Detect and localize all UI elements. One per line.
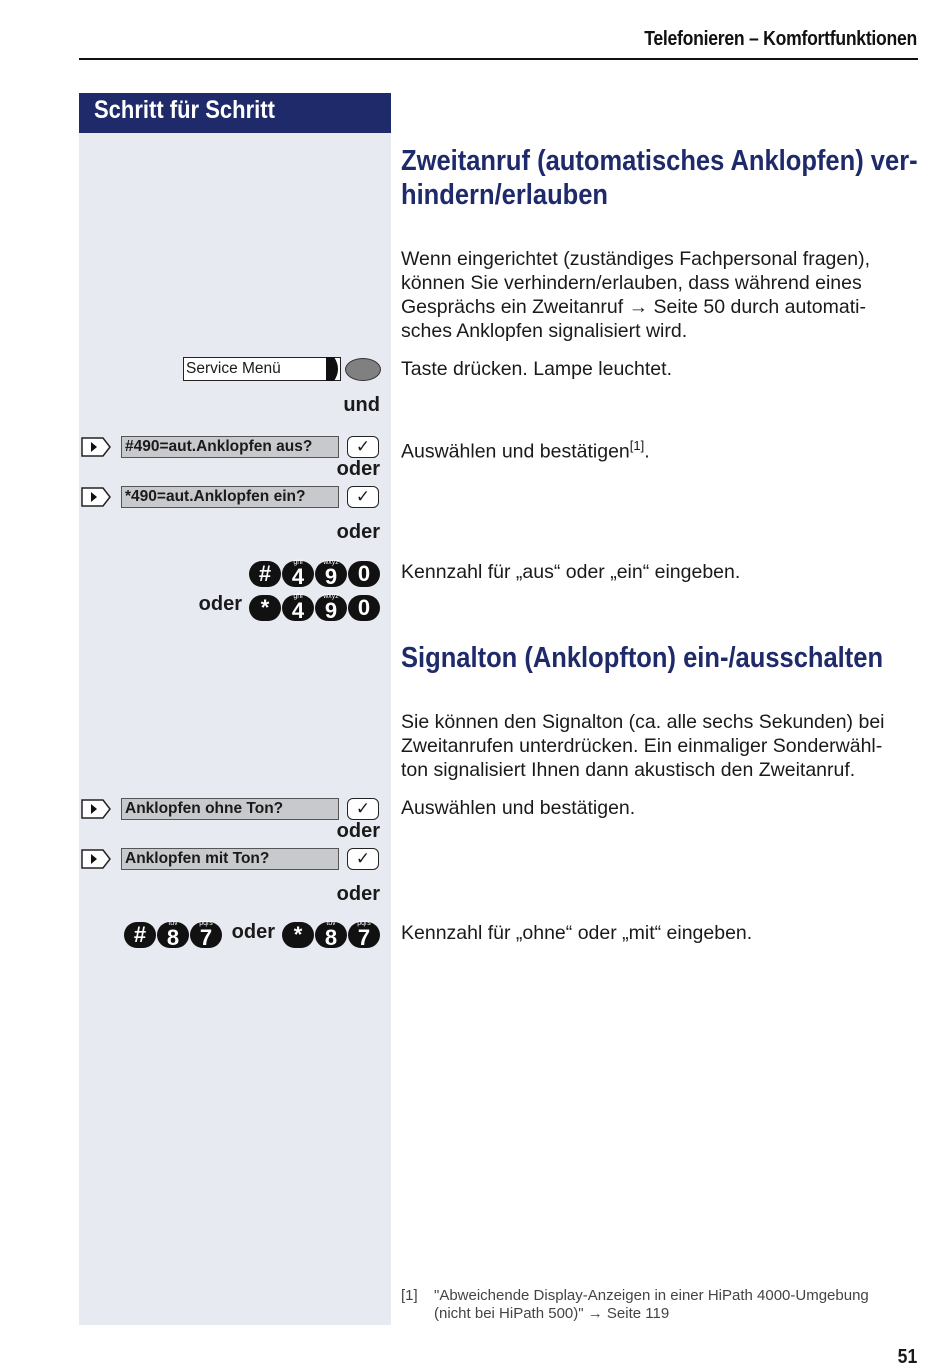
display-option-aus[interactable]: #490=aut.Anklopfen aus? <box>121 436 339 458</box>
sidebar-title: Schritt für Schritt <box>94 96 275 124</box>
scroll-arrow-icon[interactable] <box>81 799 111 819</box>
section1-intro: Wenn eingerichtet (zuständiges Fachpersonal fragen), können Sie verhindern/erlauben, dass während eines Gesprächs ein Zweitanruf → Seite 50 durch automati- sches Anklopfen signalisiert wird. <box>401 248 870 342</box>
keypad-key-9: wxyz 9 <box>315 561 347 587</box>
keypad-key-star: * <box>249 595 281 621</box>
keypad-key-star: * <box>282 922 314 948</box>
scroll-arrow-icon[interactable] <box>81 487 111 507</box>
oder-label: oder <box>336 820 380 842</box>
confirm-check-button[interactable]: ✓ <box>347 848 379 870</box>
keypad-key-7: pqrs 7 <box>348 922 380 948</box>
scroll-arrow-icon[interactable] <box>81 849 111 869</box>
keypad-key-4: ghi 4 <box>282 561 314 587</box>
oder-label: oder <box>336 521 380 543</box>
step-code-text: Kennzahl für „aus“ oder „ein“ eingeben. <box>401 561 741 583</box>
oder-label: oder <box>336 458 380 480</box>
keypad-key-8: tuv 8 <box>157 922 189 948</box>
keypad-key-8: tuv 8 <box>315 922 347 948</box>
und-label: und <box>343 394 380 416</box>
oder-label: oder <box>198 593 242 615</box>
step-select-text: Auswählen und bestätigen[1]. <box>401 438 650 463</box>
step-press-text: Taste drücken. Lampe leuchtet. <box>401 358 672 380</box>
page-header-title: Telefonieren – Komfortfunktionen <box>644 28 917 50</box>
keypad-key-4: ghi 4 <box>282 595 314 621</box>
display-option-mit-ton[interactable]: Anklopfen mit Ton? <box>121 848 339 870</box>
scroll-arrow-icon[interactable] <box>81 437 111 457</box>
step-code-text: Kennzahl für „ohne“ oder „mit“ eingeben. <box>401 922 753 944</box>
oder-label: oder <box>336 883 380 905</box>
key-tip-icon <box>326 357 342 381</box>
section2-intro: Sie können den Signalton (ca. alle sechs Sekunden) bei Zweitanrufen unterdrücken. Ein einmaliger Sonderwähl- ton signalisiert Ihnen dann akustisch den Zweitanruf. <box>401 711 885 781</box>
keypad-key-9: wxyz 9 <box>315 595 347 621</box>
confirm-check-button[interactable]: ✓ <box>347 436 379 458</box>
keypad-key-0: 0 <box>348 595 380 621</box>
sidebar-column <box>79 93 391 1325</box>
footnote-ref: [1] <box>629 438 645 453</box>
keypad-key-hash: # <box>124 922 156 948</box>
keypad-key-7: pqrs 7 <box>190 922 222 948</box>
confirm-check-button[interactable]: ✓ <box>347 486 379 508</box>
footnote-number: [1] <box>401 1287 418 1304</box>
page-number: 51 <box>897 1346 917 1368</box>
section1-heading: Zweitanruf (automatisches Anklopfen) ver- hindern/erlauben <box>401 145 918 211</box>
keypad-key-0: 0 <box>348 561 380 587</box>
keypad-code-aus <box>249 561 380 587</box>
display-option-ohne-ton[interactable]: Anklopfen ohne Ton? <box>121 798 339 820</box>
keypad-code-mit <box>282 922 380 948</box>
confirm-check-button[interactable]: ✓ <box>347 798 379 820</box>
step-select-text: Auswählen und bestätigen. <box>401 797 636 819</box>
keypad-code-ein <box>249 595 380 621</box>
display-option-ein[interactable]: *490=aut.Anklopfen ein? <box>121 486 339 508</box>
footnote-text: "Abweichende Display-Anzeigen in einer HiPath 4000-Umgebung (nicht bei HiPath 500)" → Seite 119 <box>434 1287 869 1322</box>
service-menu-key[interactable]: Service Menü <box>183 357 341 381</box>
oder-label: oder <box>231 921 275 943</box>
header-rule <box>79 58 918 60</box>
keypad-key-hash: # <box>249 561 281 587</box>
lamp-icon <box>345 358 381 381</box>
section2-heading: Signalton (Anklopfton) ein-/ausschalten <box>401 642 884 674</box>
keypad-code-ohne <box>124 922 222 948</box>
